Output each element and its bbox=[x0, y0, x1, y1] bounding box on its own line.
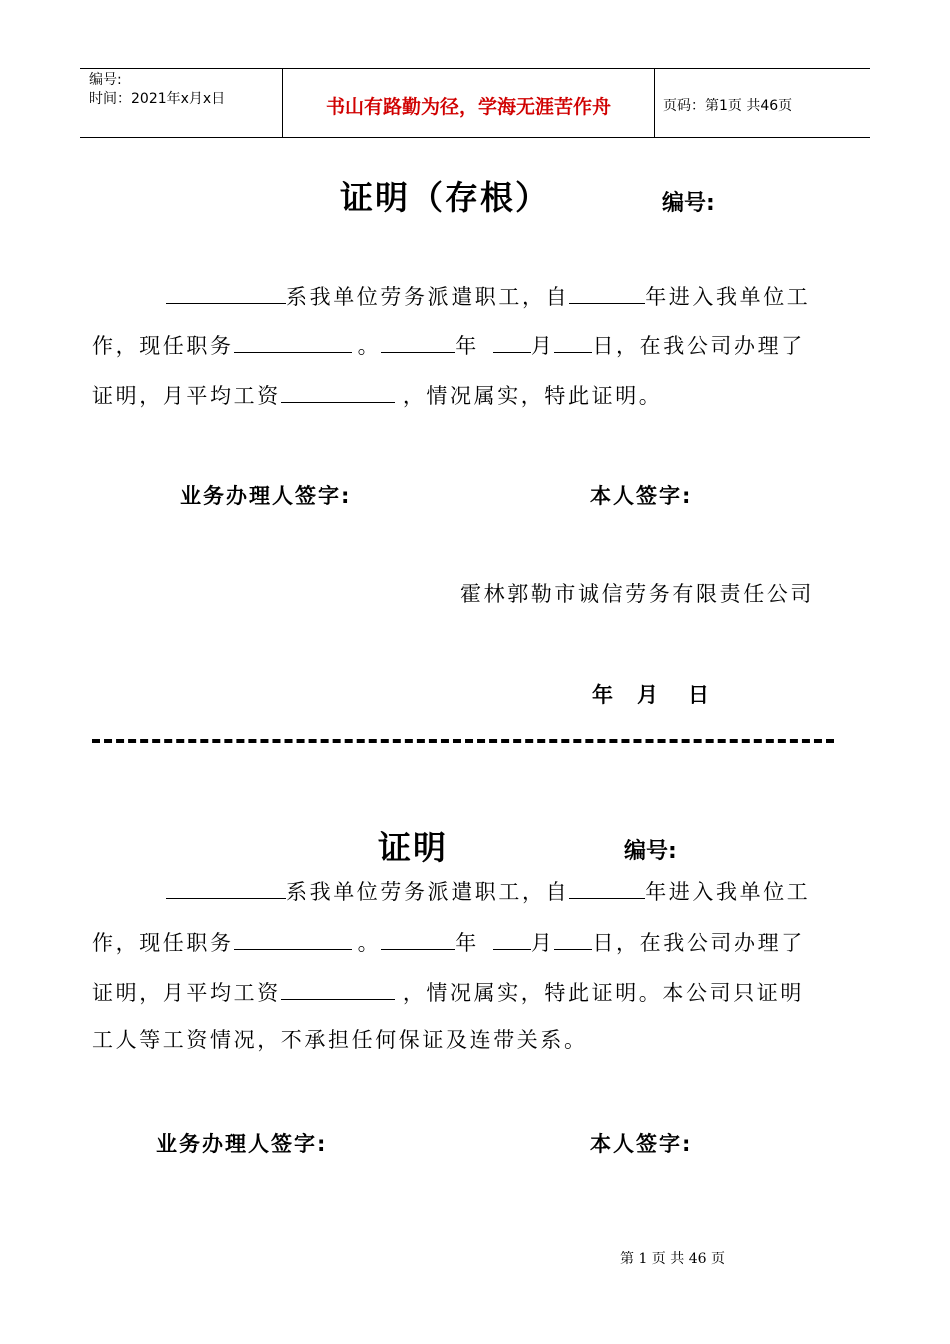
text-segment: 作，现任职务 bbox=[92, 334, 234, 358]
text-segment: 系我单位劳务派遣职工，自 bbox=[286, 285, 570, 309]
stub-paragraph-line-1 bbox=[166, 283, 810, 309]
cert-handler-signature: 业务办理人签字: bbox=[156, 1132, 328, 1156]
text-segment: 日，在我公司办理了 bbox=[592, 334, 805, 358]
page-footer: 第 1 页 共 46 页 bbox=[620, 1251, 725, 1267]
cert-title: 证明 bbox=[378, 828, 448, 867]
position-blank[interactable] bbox=[234, 929, 352, 950]
year-blank[interactable] bbox=[569, 878, 645, 899]
name-blank[interactable] bbox=[166, 283, 286, 304]
month-blank[interactable] bbox=[493, 332, 531, 353]
stub-self-signature: 本人签字: bbox=[590, 484, 693, 508]
text-segment: ，情况属实，特此证明。本公司只证明 bbox=[402, 981, 805, 1005]
stub-handler-signature: 业务办理人签字: bbox=[180, 484, 352, 508]
cert-paragraph-line-3 bbox=[92, 979, 804, 1005]
text-segment: 月 bbox=[530, 931, 555, 955]
date-month-label: 月 bbox=[637, 683, 658, 707]
header-time-label: 时间：2021年x月x日 bbox=[89, 91, 226, 107]
text-segment: ，情况属实，特此证明。 bbox=[402, 384, 663, 408]
cert-paragraph-line-2 bbox=[92, 929, 805, 955]
text-segment: 证明，月平均工资 bbox=[92, 384, 281, 408]
day-blank[interactable] bbox=[554, 929, 592, 950]
cert-paragraph-line-1 bbox=[166, 878, 810, 904]
text-segment: 作，现任职务 bbox=[92, 931, 234, 955]
text-segment: 年进入我单位工 bbox=[645, 880, 811, 904]
position-blank[interactable] bbox=[234, 332, 352, 353]
text-segment: 年进入我单位工 bbox=[645, 285, 811, 309]
stub-serial-label: 编号: bbox=[662, 191, 715, 216]
header-meta bbox=[80, 69, 282, 137]
stub-paragraph-line-3 bbox=[92, 382, 662, 408]
year-blank[interactable] bbox=[569, 283, 645, 304]
year-blank[interactable] bbox=[381, 929, 455, 950]
month-blank[interactable] bbox=[493, 929, 531, 950]
header-number-label: 编号: bbox=[89, 72, 122, 88]
cert-self-signature: 本人签字: bbox=[590, 1132, 693, 1156]
stub-paragraph-line-2 bbox=[92, 332, 805, 358]
text-segment: 年 bbox=[455, 931, 479, 955]
header-page-info: 页码：第1页 共46页 bbox=[663, 98, 793, 114]
text-segment: 。 bbox=[357, 334, 382, 358]
text-segment: 日，在我公司办理了 bbox=[592, 931, 805, 955]
stub-title: 证明（存根） bbox=[340, 178, 550, 217]
cut-line-divider bbox=[92, 739, 834, 743]
year-blank[interactable] bbox=[381, 332, 455, 353]
text-segment: 。 bbox=[357, 931, 382, 955]
salary-blank[interactable] bbox=[281, 979, 395, 1000]
name-blank[interactable] bbox=[166, 878, 286, 899]
text-segment: 证明，月平均工资 bbox=[92, 981, 281, 1005]
date-year-label: 年 bbox=[592, 683, 613, 707]
cert-paragraph-line-4: 工人等工资情况，不承担任何保证及连带关系。 bbox=[92, 1028, 588, 1052]
text-segment: 系我单位劳务派遣职工，自 bbox=[286, 880, 570, 904]
company-name: 霍林郭勒市诚信劳务有限责任公司 bbox=[460, 582, 814, 606]
salary-blank[interactable] bbox=[281, 382, 395, 403]
cert-serial-label: 编号: bbox=[624, 839, 677, 864]
day-blank[interactable] bbox=[554, 332, 592, 353]
stub-date bbox=[592, 679, 709, 709]
text-segment: 月 bbox=[530, 334, 555, 358]
document-header bbox=[80, 68, 870, 138]
date-day-label: 日 bbox=[688, 683, 709, 707]
header-motto: 书山有路勤为径，学海无涯苦作舟 bbox=[282, 69, 655, 137]
text-segment: 年 bbox=[455, 334, 479, 358]
